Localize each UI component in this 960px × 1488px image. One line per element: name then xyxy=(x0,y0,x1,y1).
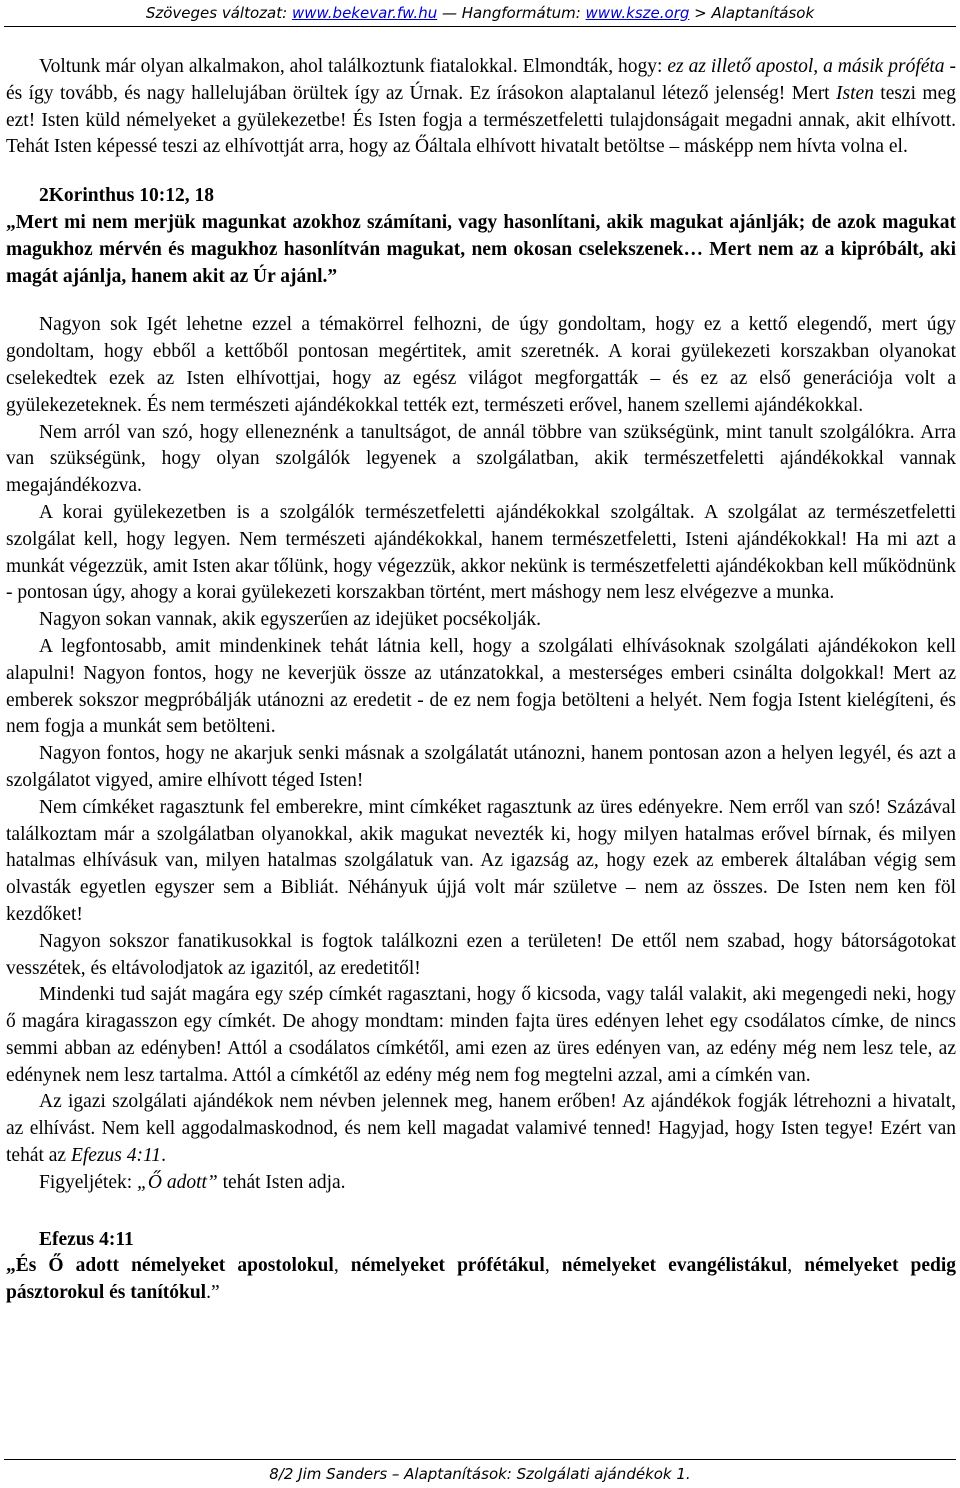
header-link-bekevar[interactable]: www.bekevar.fw.hu xyxy=(291,4,438,22)
paragraph-7: Nagyon fontos, hogy ne akarjuk senki másnak a szolgálatát utánozni, hanem pontosan azon a helyen legyél, és azt a szolgálatot vigyed, amire elhívott téged Isten! xyxy=(6,743,956,791)
paragraph-11 xyxy=(6,1089,956,1169)
paragraph-text: teszi meg ezt! Isten küld némelyeket a gyülekezetbe! És Isten fogja a természetfeletti tulajdonságait megadni annak, akit elhívott. Tehát Isten képessé teszi az elhívottját arra, hogy az Őáltala elhívott hivatalt betöltse – másképp nem hívta volna el. xyxy=(6,82,956,158)
paragraph-12 xyxy=(6,1170,956,1197)
header-text-format-label: Szöveges változat: xyxy=(145,4,288,22)
paragraph-8: Nem címkéket ragasztunk fel emberekre, mint címkéket ragasztunk az üres edényekre. Nem erről van szó! Százával találkoztam már a szolgálatban olyanokkal, akik magukat nevezték ki, hogy milyen hatalmas erővel bírnak, és milyen hatalmas elhívásuk van, milyen hatalmas szolgálatuk van. Az igazság az, hogy ezek az emberek általában végig sem olvasták egyetlen egyszer sem a Bibliát. Néhányuk újjá volt már születve – nem az összes. De Isten nem ken föl kezdőket! xyxy=(6,796,956,925)
paragraph-text: Az igazi szolgálati ajándékok nem névben jelennek meg, hanem erőben! Az ajándékok fogják létrehozni a hivatalt, az elhívást. Nem kell aggodalmaskodnod, és nem kell magadat valamivé tenned! Hagyjad, hogy Isten tegye! Ezért van tehát az xyxy=(6,1091,956,1167)
paragraph-emphasis: Isten xyxy=(836,82,874,104)
scripture-reference: 2Korinthus 10:12, 18 xyxy=(39,185,214,207)
paragraph-3: Nem arról van szó, hogy elleneznénk a tanultságot, de annál többre van szükségünk, mint tanult szolgálókra. Arra van szükségünk, hogy olyan szolgálók legyenek a szolgálatban, akik természetfeletti ajándékokkal vannak megajándékozva. xyxy=(6,421,956,497)
scripture-reference: Efezus 4:11 xyxy=(39,1228,134,1250)
header-link-ksze[interactable]: www.ksze.org xyxy=(585,4,690,22)
header-divider xyxy=(4,26,956,27)
scripture-separator: , xyxy=(787,1255,805,1277)
scripture-separator: , xyxy=(333,1255,351,1277)
scripture-quote-2corinthians xyxy=(6,183,956,290)
paragraph-emphasis: „Ő adott” xyxy=(137,1171,218,1193)
scripture-separator: , xyxy=(544,1255,562,1277)
scripture-text: némelyeket prófétákul xyxy=(350,1255,545,1277)
scripture-text: némelyeket pedig pásztorokul és tanítókul xyxy=(6,1255,957,1304)
scripture-text: „És Ő adott némelyeket apostolokul xyxy=(6,1255,334,1277)
paragraph-text: - és így tovább, és nagy hallelujában örültek így az Úrnak. Ez írásokon alaptalanul létező jelenség! Mert xyxy=(6,56,956,104)
paragraph-5: Nagyon sokan vannak, akik egyszerűen az idejüket pocsékolják. xyxy=(39,609,541,631)
paragraph-10: Mindenki tud saját magára egy szép címkét ragasztani, hogy ő kicsoda, vagy talál valakit, aki megengedi neki, hogy ő magára kiragasszon egy címkét. De ahogy mondtam: minden fajta üres edényen lehet egy csodálatos címke, de nincs semmi abban az edényben! Attól a csodálatos címkétől, ami ezen az üres edényen van, az edény még nem lesz tele, az edénynek nem lesz tartalma. Attól a címkétől az edény még nem fog megtelni azzal, ami a címkén van. xyxy=(6,984,956,1086)
scripture-text: némelyeket evangélistákul xyxy=(561,1255,788,1277)
scripture-text: „Mert mi nem merjük magunkat azokhoz számítani, vagy hasonlítani, akik magukat ajánlják; de azok magukat magukhoz mérvén és magukhoz hasonlítván magukat, nem okosan cselekszenek… Mert nem az a kipróbált, aki magát ajánlja, hanem akit az Úr ajánl.” xyxy=(6,211,956,287)
paragraph-6: A legfontosabb, amit mindenkinek tehát látnia kell, hogy a szolgálati elhívásoknak szolgálati ajándékokon kell alapulni! Nagyon fontos, hogy ne keverjük össze az utánzatokkal, a mesterséges emberi csinálta dolgokkal! Mert az emberek sokszor megpróbálják utánozni az eredetit - de ez nem fogja betölteni a helyét. Nem fogja Istent kielégíteni, és nem fogja a munkát sem betölteni. xyxy=(6,635,956,738)
paragraph-2: Nagyon sok Igét lehetne ezzel a témakörrel felhozni, de úgy gondoltam, hogy ez a kettő elegendő, mert úgy gondoltam, hogy ebből a kettőből pontosan megértitek, amit szeretnék. A korai gyülekezeti korszakban olyanokat cselekedtek ezek az Isten elhívottjai, hogy az egész világot megforgatták – és ez az első generációja volt a gyülekezeteknek. És nem természeti ajándékokkal tették ezt, természeti erővel, hanem szellemi ajándékokkal. xyxy=(6,314,956,416)
paragraph-4: A korai gyülekezetben is a szolgálók természetfeletti ajándékokkal szolgáltak. A szolgálat az természetfeletti szolgálat kell, hogy legyen. Nem természeti ajándékokkal, hanem természetfeletti, Isteni ajándékokkal! Ha mi azt a munkát végezzük, amit Isten akar tőlünk, hogy végezzük, akkor nekünk is természetfeletti ajándékokban kell működnünk - pontosan úgy, ahogy a korai gyülekezeti korszakban történt, mert máshogy nem lesz elvégezve a munka. xyxy=(6,501,956,604)
header-text-section: > Alaptanítások xyxy=(694,4,815,22)
page-footer: 8/2 Jim Sanders – Alaptanítások: Szolgálati ajándékok 1. xyxy=(269,1465,691,1483)
footer-divider xyxy=(4,1459,956,1460)
paragraph-1 xyxy=(6,54,956,161)
paragraph-9: Nagyon sokszor fanatikusokkal is fogtok találkozni ezen a területen! De ettől nem szabad, hogy bátorságotokat vesszétek, és eltávolodjatok az igazitól, az eredetitől! xyxy=(6,930,956,979)
paragraph-text: Figyeljétek: xyxy=(39,1171,138,1193)
paragraph-emphasis: Efezus 4:11 xyxy=(70,1145,162,1167)
header-text-audio-label: — Hangformátum: xyxy=(442,4,581,22)
paragraph-text: Voltunk már olyan alkalmakon, ahol találkoztunk fiatalokkal. Elmondták, hogy: xyxy=(39,56,668,77)
paragraph-text: . xyxy=(161,1145,166,1167)
scripture-separator: .” xyxy=(206,1282,220,1304)
page-header xyxy=(0,2,960,26)
document-body xyxy=(6,54,956,1307)
scripture-quote-ephesians xyxy=(6,1227,956,1307)
paragraph-text: tehát Isten adja. xyxy=(217,1171,346,1193)
paragraph-emphasis: ez az illető apostol, a másik próféta xyxy=(667,56,945,77)
